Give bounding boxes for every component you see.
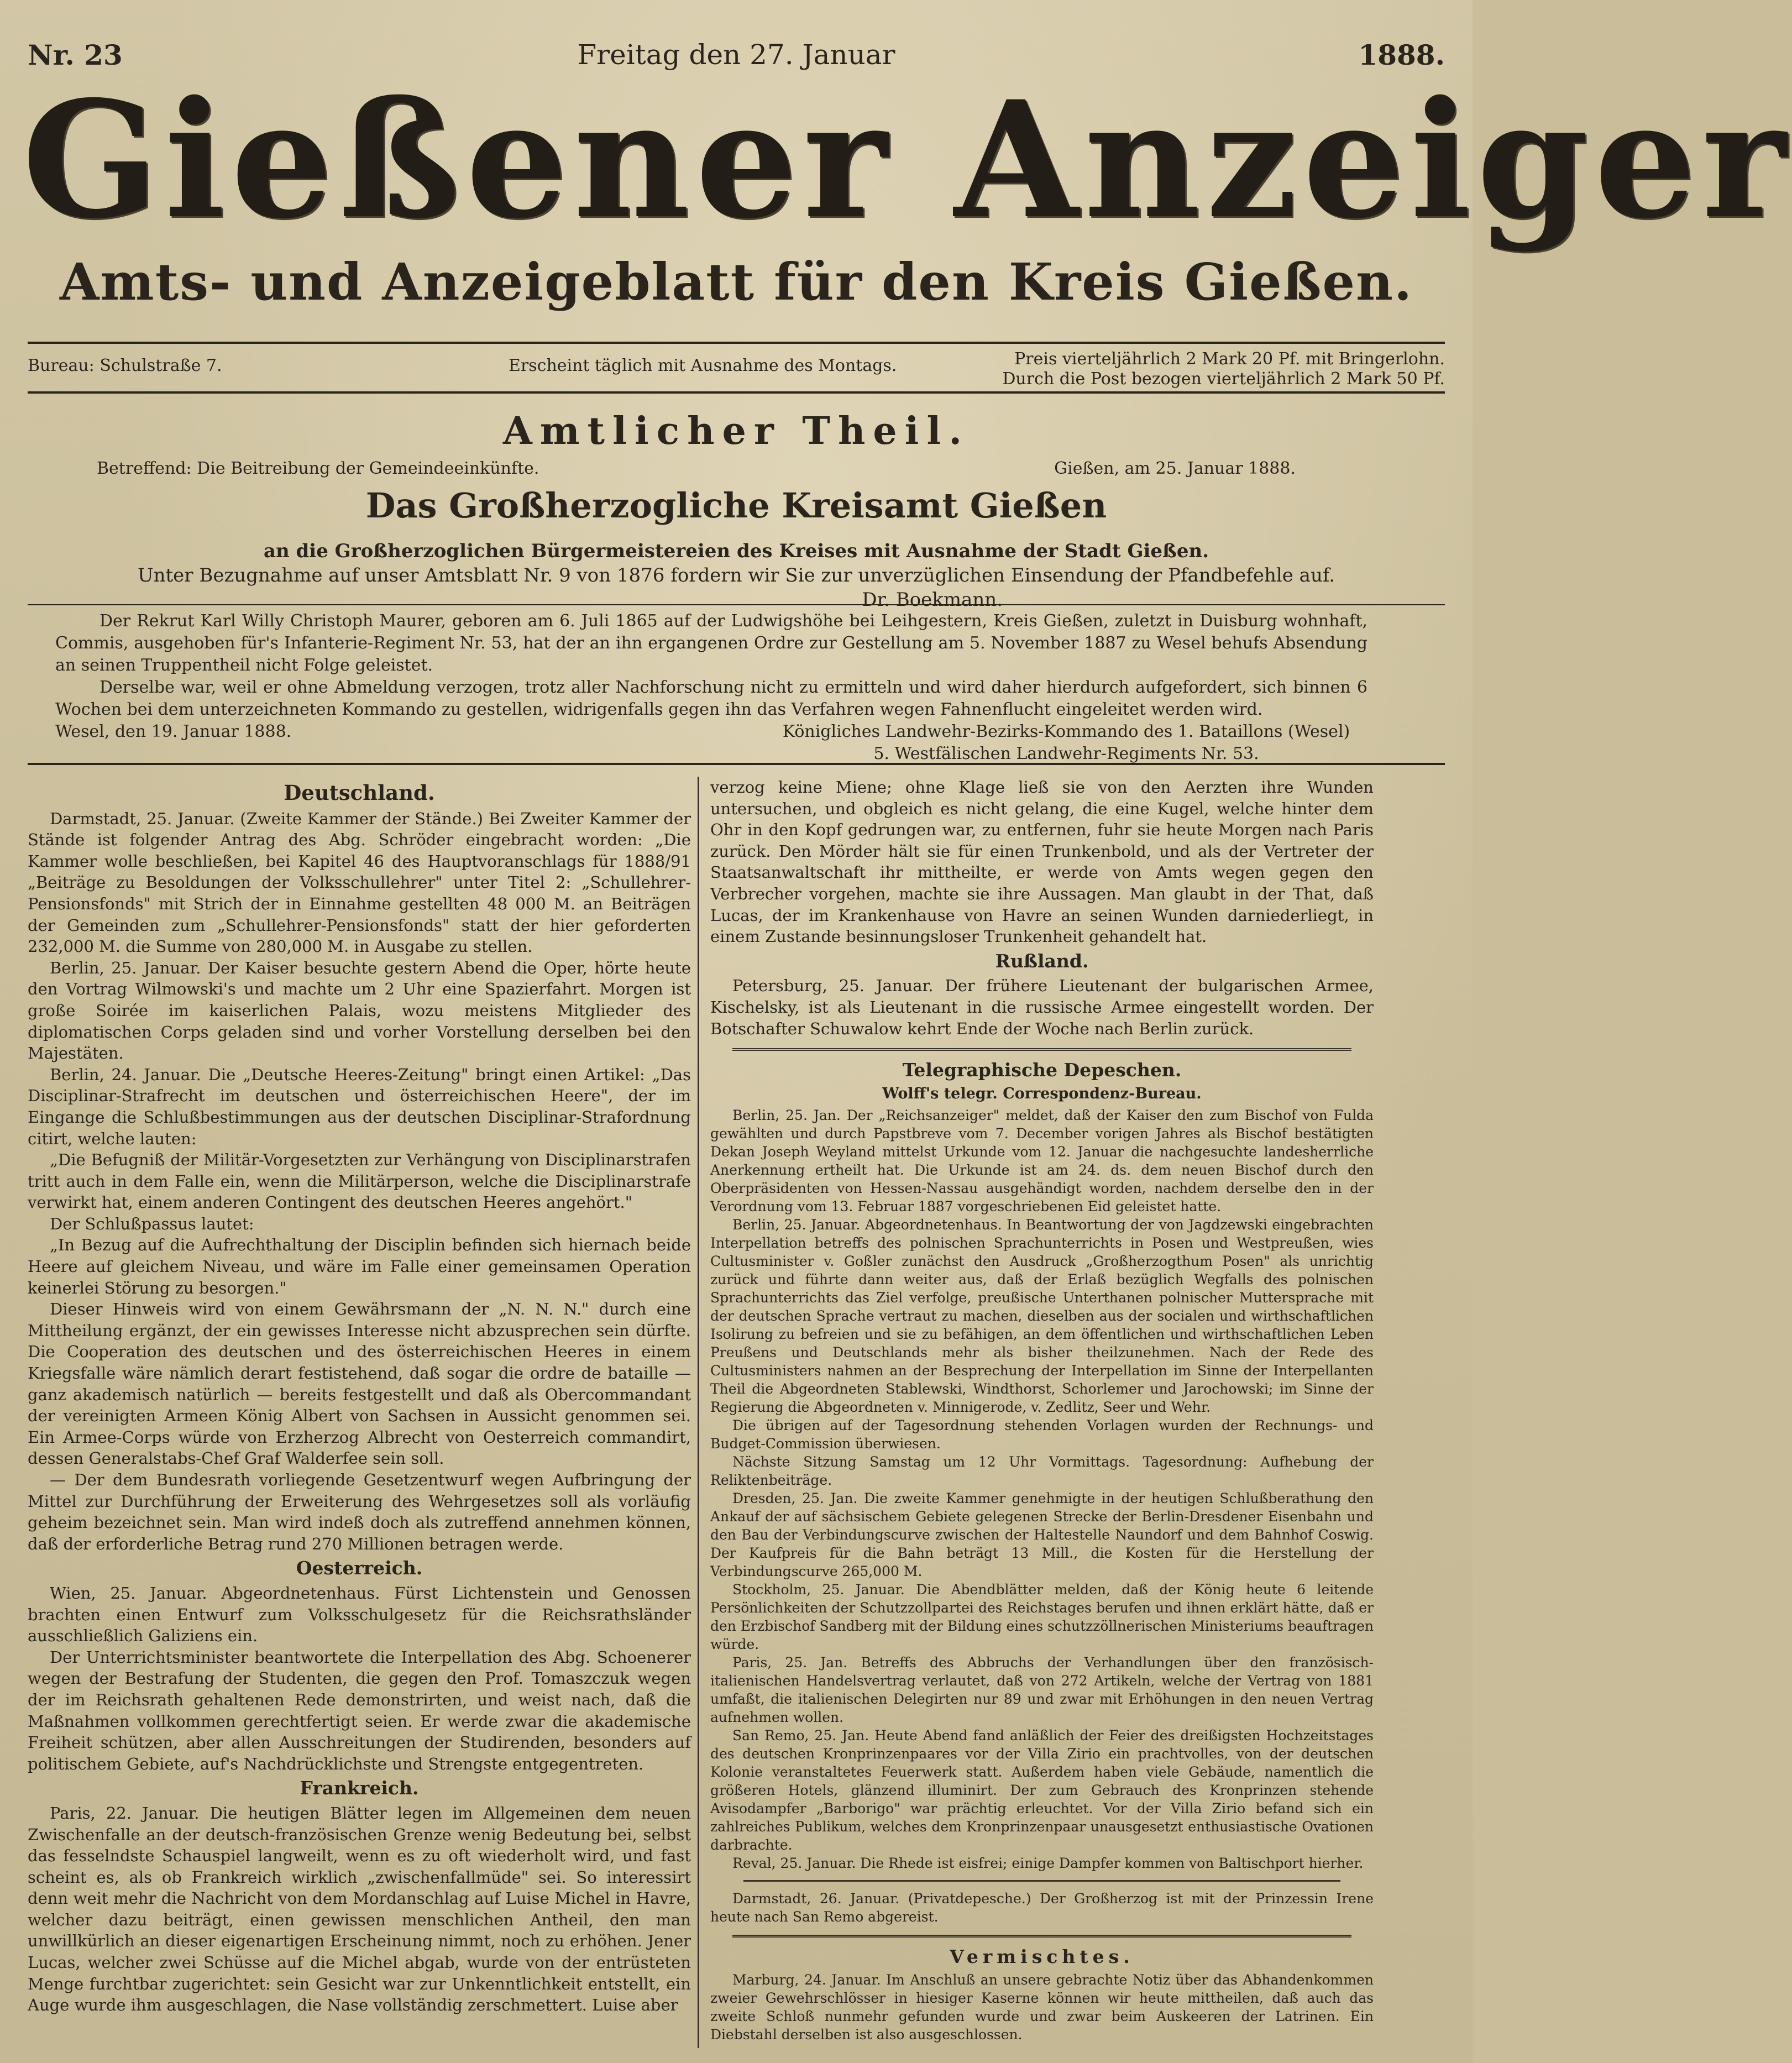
article-petersburg: Petersburg, 25. Januar. Der frühere Lieutenant der bulgarischen Armee, Kischelsky, ist als Lieutenant in die russische Armee eingestellt worden. Der Botschafter Schuwalow kehrt Ende der Woche nach Berlin zurück. xyxy=(710,976,1374,1038)
notice-rule xyxy=(28,604,1445,605)
bureau-address: Bureau: Schulstraße 7. xyxy=(28,356,222,375)
section-deutschland: Deutschland. xyxy=(284,781,435,805)
issue-number: Nr. 23 xyxy=(28,39,123,71)
article-marburg: Marburg, 24. Januar. Im Anschluß an unsere gebrachte Notiz über das Abhandenkommen zweier Gewehrschlösser in hiesiger Kaserne können wir heute mittheilen, daß auch das zweite Schloß nunmehr gefunden wurde und zwar beim Auskeeren der Latrinen. Ein Diebstahl derselben ist also ausgeschlossen. xyxy=(710,1972,1374,2043)
section-vermischtes: Vermischtes. xyxy=(950,1945,1134,1967)
betreffend-line xyxy=(97,459,1296,478)
telegram-berlin-4: Nächste Sitzung Samstag um 12 Uhr Vormittags. Tagesordnung: Aufhebung der Reliktenbeiträge. xyxy=(710,1453,1374,1488)
notice-recipients: an die Großherzoglichen Bürgermeistereien des Kreises mit Ausnahme der Stadt Gießen. xyxy=(263,540,1209,562)
darmstadt-separator xyxy=(743,1880,1340,1882)
article-paris-continued: verzog keine Miene; ohne Klage ließ sie von den Aerzten ihre Wunden untersuchen, und obgleich es nicht gelang, die eine Kugel, welche hinter dem Ohr in den Kopf gedrungen war, zu entfernen, fuhr sie heute Morgen nach Paris zurück. Den Mörder hält sie für einen Trunkenbold, und als der Vertreter der Staatsanwaltschaft ihr mittheilte, er werde von Amts wegen gegen den Verbrecher vorgehen, machte sie ihre Aussagen. Man glaubt in der That, daß Lucas, der im Krankenhause von Havre an seinen Wunden darniederliegt, in einem Zustande besinnungsloser Trunkenheit gehandelt hat. xyxy=(710,778,1374,946)
rekrut-notice xyxy=(55,610,1367,771)
article-paris: Paris, 22. Januar. Die heutigen Blätter legen im Allgemeinen dem neuen Zwischenfalle an der deutsch-französischen Grenze wenig Bedeutung bei, selbst das fesselndste Schauspiel langweilt, wenn es zu oft wiederholt wird, und fast scheint es, als ob Frankreich wirklich „zwischenfallmüde" sei. So interessirt denn weit mehr die Nachricht von dem Mordanschlag auf Luise Michel in Havre, welcher dazu beiträgt, einen gewissen menschlichen Antheil, den man unwillkürlich an dieser eigenartigen Erscheinung nimmt, noch zu erhöhen. Jener Lucas, welcher zwei Schüsse auf die Michel abgab, wurde von der entrüsteten Menge furchtbar zugerichtet: sein Gesicht war zur Unkenntlichkeit entstellt, ein Auge wurde ihm ausgeschlagen, die Nase vollständig zerschmettert. Luise aber xyxy=(28,1803,691,2015)
article-bundesrath: — Der dem Bundesrath vorliegende Gesetzentwurf wegen Aufbringung der Mittel zur Durchführung der Erweiterung des Wehrgesetzes soll als vorläufig geheim bezeichnet sein. Man wird indeß doch als zutreffend annehmen können, daß der erforderliche Betrag rund 270 Millionen betragen werde. xyxy=(28,1470,691,1553)
betreffend-text: Betreffend: Die Beitreibung der Gemeindeeinkünfte. xyxy=(97,459,539,478)
vermischtes-separator xyxy=(732,1935,1351,1938)
telegram-berlin-3: Die übrigen auf der Tagesordnung stehenden Vorlagen wurden der Rechnungs- und Budget-Commission überwiesen. xyxy=(710,1417,1374,1452)
article-unterricht: Der Unterrichtsminister beantwortete die Interpellation des Abg. Schoenerer wegen der Bestrafung der Studenten, die gegen den Prof. Tomaszczuk wegen der im Reichsrath gehaltenen Rede demonstrirten, und weist nach, daß die Maßnahmen vollkommen gerechtfertigt seien. Er werde zwar die akademische Freiheit schützen, aber allen Ausschreitungen der Studirenden, besonders auf politischem Gebiete, auf's Nachdrücklichste und Strengste entgegentreten. xyxy=(28,1647,691,1773)
issue-date: Freitag den 27. Januar xyxy=(577,39,895,71)
telegram-darmstadt: Darmstadt, 26. Januar. (Privatdepesche.) Der Großherzog ist mit der Prinzessin Irene heute nach San Remo abgereist. xyxy=(710,1890,1374,1925)
article-berlin-2: Berlin, 24. Januar. Die „Deutsche Heeres-Zeitung" bringt einen Artikel: „Das Disciplinar-Strafrecht im deutschen und österreichischen Heere", der im Eingange die Schlußbestimmungen aus der deutschen Disciplinar-Strafordnung citirt, welche lauten: xyxy=(28,1065,691,1148)
article-darmstadt: Darmstadt, 25. Januar. (Zweite Kammer der Stände.) Bei Zweiter Kammer der Stände ist folgender Antrag des Abg. Schröder eingebracht worden: „Die Kammer wolle beschließen, bei Kapitel 46 des Hauptvoranschlags für 1888/91 „Beiträge zu Besoldungen der Volksschullehrer" unter Titel 2: „Schullehrer-Pensionsfonds" mit Strich der in Einnahme gestellten 48 000 M. an Beiträgen der Gemeinden zum „Schullehrer-Pensionsfonds" statt der hier geforderten 232,000 M. die Summe von 280,000 M. in Ausgabe zu stellen. xyxy=(28,809,691,956)
section-oesterreich: Oesterreich. xyxy=(296,1557,423,1579)
rekrut-signature xyxy=(721,721,1412,765)
section-frankreich: Frankreich. xyxy=(300,1777,419,1799)
issue-year: 1888. xyxy=(1358,39,1445,71)
article-hinweis: Dieser Hinweis wird von einem Gewährsmann der „N. N. N." durch eine Mittheilung ergänzt, der ein gewisses Interesse nicht abzusprechen sein dürfte. Die Cooperation des deutschen und des österreichischen Heeres in einem Kriegsfalle wäre nämlich derart festistehend, daß sogar die ordre de bataille — ganz akademisch natürlich — bereits festgestellt und daß als Obercommandant der vereinigten Armeen König Albert von Sachsen in Aussicht genommen sei. Ein Armee-Corps würde von Erzherzog Albrecht von Oesterreich commandirt, dessen Generalstabs-Chef Graf Walderfee sein soll. xyxy=(28,1300,691,1468)
kreisamt-notice xyxy=(28,539,1445,612)
telegraph-block xyxy=(710,1106,1374,1872)
notice-signature: Dr. Boekmann. xyxy=(862,589,1003,611)
price-line-1: Preis vierteljährlich 2 Mark 20 Pf. mit Bringerlohn. xyxy=(1014,349,1445,369)
telegram-berlin-2: Berlin, 25. Januar. Abgeordnetenhaus. In Beantwortung der von Jagdzewski eingebrachten Interpellation betreffs des polnischen Sprachunterrichts in Posen und Westpreußen, wies Cultusminister v. Goßler zunächst den Ausdruck „Großherzogthum Posen" als unrichtig zurück und führte dann weiter aus, daß der Erlaß bezüglich Wegfalls des polnischen Sprachunterrichts das Ziel verfolge, preußische Unterthanen polnischer Muttersprache mit der deutschen Sprache vertraut zu machen, dieselben aus der socialen und wirthschaftlichen Isolirung zu befreien und sie zu befähigen, an dem öffentlichen und wirthschaftlichen Leben Preußens und Deutschlands mehr als bisher theilzunehmen. Nach der Rede des Cultusministers nahmen an der Besprechung der Interpellation im Sinne der Interpellanten Theil die Abgeordneten Stablewski, Windthorst, Schorlemer und Jarochowski; im Sinne der Regierung die Abgeordneten v. Minnigerode, v. Zedlitz, Seer und Wehr. xyxy=(710,1216,1374,1415)
left-column xyxy=(28,777,691,2016)
rekrut-paragraph-1: Der Rekrut Karl Willy Christoph Maurer, geboren am 6. Juli 1865 auf der Ludwigshöhe bei Leihgestern, Kreis Gießen, zuletzt in Duisburg wohnhaft, Commis, ausgehoben für's Infanterie-Regiment Nr. 53, hat der an ihn ergangenen Ordre zur Gestellung am 5. November 1887 zu Wesel behufs Absendung an seinen Truppentheil nicht Folge geleistet. xyxy=(55,611,1367,675)
telegraph-separator xyxy=(732,1048,1351,1051)
right-column xyxy=(710,777,1374,2044)
telegram-paris: Paris, 25. Jan. Betreffs des Abbruchs der Verhandlungen über den französisch-italienischen Handelsvertrag verlautet, daß von 272 Artikeln, welche der Vertrag von 1881 umfaßt, die italienischen Delegirten nur 89 und zwar mit Erhöhungen in den neuen Vertrag aufnehmen wollen. xyxy=(710,1654,1374,1725)
rekrut-place-date: Wesel, den 19. Januar 1888. xyxy=(55,722,292,741)
section-russland: Rußland. xyxy=(995,950,1089,972)
telegram-sanremo: San Remo, 25. Jan. Heute Abend fand anläßlich der Feier des dreißigsten Hochzeitstages des deutschen Kronprinzenpaares vor der Villa Zirio ein prachtvolles, von der deutschen Kolonie veranstaltetes Feuerwerk statt. Außerdem haben viele Gebäude, namentlich die größeren Hotels, glänzend illuminirt. Der zum Gebrauch des Kronprinzen stehende Avisodampfer „Barborigo" war prächtig erleuchtet. Vor der Villa Zirio befand sich ein zahlreiches Publikum, welches dem Kronprinzenpaar unausgesetzt enthusiastische Ovationen darbrachte. xyxy=(710,1727,1374,1853)
header-rule-top xyxy=(28,342,1445,344)
header-rule-bottom xyxy=(28,391,1445,394)
article-berlin-1: Berlin, 25. Januar. Der Kaiser besuchte gestern Abend die Oper, hörte heute den Vortrag Wilmowski's und machte um 2 Uhr eine Spazierfahrt. Morgen ist große Soirée im kaiserlichen Palais, wozu meistens Mitglieder des diplomatischen Corps geladen sind und vorher Vorstellung derselben bei den Majestäten. xyxy=(28,958,691,1063)
betreffend-date: Gießen, am 25. Januar 1888. xyxy=(1054,459,1296,478)
article-wien: Wien, 25. Januar. Abgeordnetenhaus. Fürst Lichtenstein und Genossen brachten einen Entwurf zum Volksschulgesetz für die Reichsrathsländer ausschließlich Galiziens ein. xyxy=(28,1583,691,1646)
section-telegraph: Telegraphische Depeschen. xyxy=(902,1059,1182,1081)
telegraph-bureau: Wolff's telegr. Correspondenz-Bureau. xyxy=(882,1085,1202,1102)
bureau-bar xyxy=(28,349,1445,394)
schlusspassus: Der Schlußpassus lautet: xyxy=(50,1214,254,1233)
telegram-dresden: Dresden, 25. Jan. Die zweite Kammer genehmigte in der heutigen Schlußberathung den Ankauf der auf sächsischem Gebiete gelegenen Strecke der Berlin-Dresdener Eisenbahn und den Bau der Verbindungscurve zwischen der Haltestelle Naundorf und dem Bahnhof Coswig. Der Kaufpreis für die Bahn beträgt 13 Mill., die Kosten für die Herstellung der Verbindungscurve 265,000 M. xyxy=(710,1490,1374,1579)
amtlich-end-rule xyxy=(28,763,1445,765)
rekrut-paragraph-2: Derselbe war, weil er ohne Abmeldung verzogen, trotz aller Nachforschung nicht zu ermitteln und wird daher hierdurch aufgefordert, sich binnen 6 Wochen bei dem unterzeichneten Kommando zu gestellen, widrigenfalls gegen ihn das Verfahren wegen Fahnenflucht eingeleitet werden wird. xyxy=(55,678,1367,719)
telegram-reval: Reval, 25. Januar. Die Rhede ist eisfrei; einige Dampfer kommen von Baltischport hierher. xyxy=(732,1855,1364,1871)
rekrut-signature-2: 5. Westfälischen Landwehr-Regiments Nr. 53. xyxy=(873,744,1259,763)
telegram-stockholm: Stockholm, 25. Januar. Die Abendblätter melden, daß der König heute 6 leitende Persönlichkeiten der Schutzzollpartei des Reichstages berufen und ihnen erklärt hätte, daß er den Erzbischof Sandberg mit der Bildung eines schutzzöllnerischen Ministeriums beauftragen würde. xyxy=(710,1581,1374,1652)
quote-2: „In Bezug auf die Aufrechthaltung der Disciplin befinden sich hiernach beide Heere auf gleichem Niveau, und wäre im Falle einer gemeinsamen Operation keinerlei Störung zu besorgen." xyxy=(28,1235,691,1297)
publication-schedule: Erscheint täglich mit Ausnahme des Montags. xyxy=(509,356,897,375)
masthead-subtitle: Amts- und Anzeigeblatt für den Kreis Gießen. xyxy=(59,252,1413,312)
amtlicher-theil-heading: Amtlicher Theil. xyxy=(502,409,970,453)
quote-1: „Die Befugniß der Militär-Vorgesetzten zur Verhängung von Disciplinarstrafen tritt auch in dem Falle ein, wenn die Militärperson, welche die Disciplinarstrafe verwirkt hat, einem anderen Contingent des deutschen Heeres angehört." xyxy=(28,1150,691,1212)
telegram-berlin-1: Berlin, 25. Jan. Der „Reichsanzeiger" meldet, daß der Kaiser den zum Bischof von Fulda gewählten und durch Papstbreve vom 7. December vorigen Jahres als Bischof bestätigten Dekan Joseph Weyland mittelst Urkunde vom 12. Januar die nachgesuchte landesherrliche Anerkennung ertheilt hat. Die Urkunde ist am 24. ds. dem neuen Bischof durch den Oberpräsidenten von Hessen-Nassau ausgehändigt worden, nachdem derselbe den in der Verordnung vom 13. Februar 1887 vorgeschriebenen Eid geleistet hatte. xyxy=(710,1107,1374,1214)
rekrut-signature-1: Königliches Landwehr-Bezirks-Kommando des 1. Bataillons (Wesel) xyxy=(782,722,1350,741)
notice-body: Unter Bezugnahme auf unser Amtsblatt Nr. 9 von 1876 fordern wir Sie zur unverzüglichen Einsendung der Pfandbefehle auf. xyxy=(137,564,1335,587)
kreisamt-heading: Das Großherzogliche Kreisamt Gießen xyxy=(365,485,1107,526)
column-divider xyxy=(698,777,699,2048)
masthead-title: Gießener Anzeiger xyxy=(22,66,1792,254)
price-line-2: Durch die Post bezogen vierteljährlich 2 Mark 50 Pf. xyxy=(1002,369,1445,389)
subscription-price xyxy=(1002,349,1445,389)
